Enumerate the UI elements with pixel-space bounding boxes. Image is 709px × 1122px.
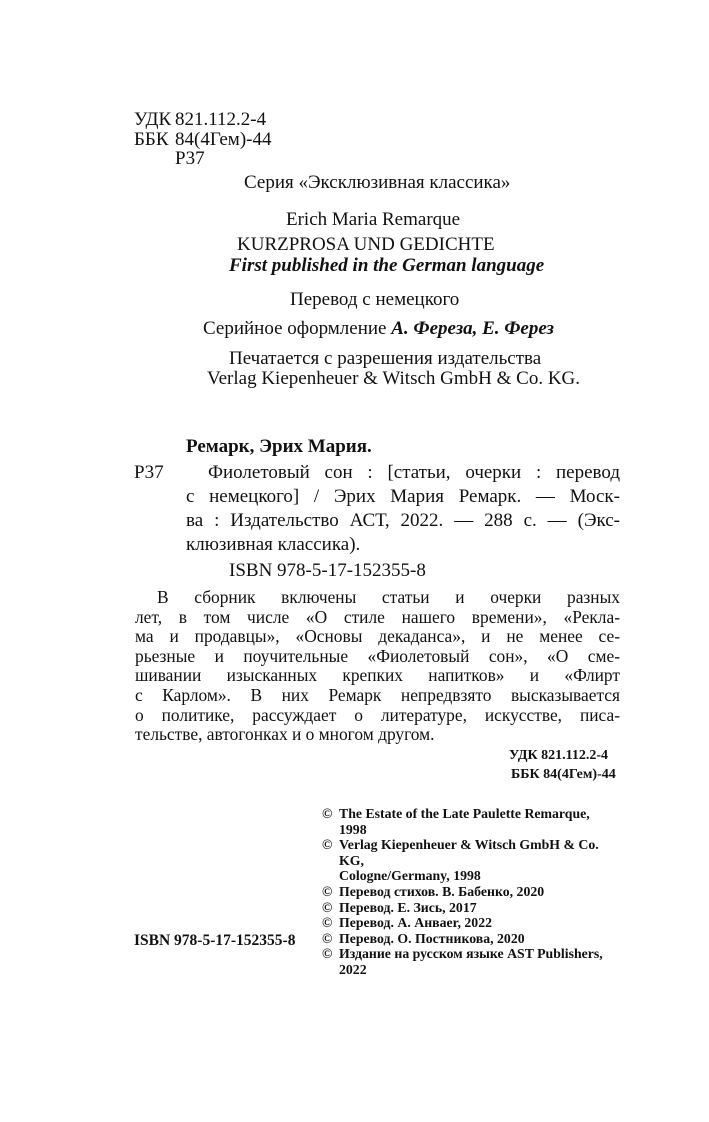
copyright-text: The Estate of the Late Paulette Remarque, 1998 xyxy=(339,806,590,837)
original-title: KURZPROSA UND GEDICHTE xyxy=(237,234,495,255)
copyright-icon: © xyxy=(322,915,333,931)
isbn-bottom: ISBN 978-5-17-152355-8 xyxy=(134,932,296,949)
copyright-text: Перевод. Е. Зись, 2017 xyxy=(339,899,477,915)
catalog-line: Фиолетовый сон : [статьи, очерки : перевод xyxy=(208,462,620,483)
copyright-block xyxy=(322,806,622,978)
annotation-line: лет, в том числе «О стиле нашего времени», «Рекла- xyxy=(135,606,620,627)
annotation-line: шивании изысканных крепких напитков» и «Флирт xyxy=(135,665,620,686)
bbk-value: 84(4Гем)-44 xyxy=(175,129,272,150)
catalog-heading: Ремарк, Эрих Мария. xyxy=(186,436,372,457)
copyright-item xyxy=(322,915,622,931)
annotation-line: с Карлом». В них Ремарк непредвзято высказывается xyxy=(135,684,620,705)
annotation-line: ма и продавцы», «Основы декаданса», и не менее се- xyxy=(135,626,620,647)
copyright-icon: © xyxy=(322,946,333,962)
catalog-mark: Р37 xyxy=(134,462,164,483)
copyright-icon: © xyxy=(322,883,333,899)
catalog-body xyxy=(208,461,620,485)
design-names: А. Фереза, Е. Ферез xyxy=(391,318,554,339)
design-line xyxy=(203,318,554,339)
permission-line-2: Verlag Kiepenheuer & Witsch GmbH & Co. KG. xyxy=(207,368,581,389)
annotation-line: В сборник включены статьи и очерки разных xyxy=(157,587,620,607)
copyright-item xyxy=(322,837,622,884)
copyright-icon: © xyxy=(322,899,333,915)
copyright-text: Verlag Kiepenheuer & Witsch GmbH & Co. KG, Cologne/Germany, 1998 xyxy=(339,837,599,884)
udk-value: 821.112.2-4 xyxy=(175,109,267,130)
annotation-line: о политике, рассуждает о литературе, искусстве, писа- xyxy=(135,704,620,725)
author-mark: Р37 xyxy=(175,148,205,169)
copyright-item xyxy=(322,806,622,837)
bbk-label: ББК xyxy=(134,129,169,150)
copyright-text: Перевод. О. Постникова, 2020 xyxy=(339,930,525,946)
copyright-item xyxy=(322,884,622,900)
annotation-udk: УДК 821.112.2-4 xyxy=(509,748,609,763)
first-published-line: First published in the German language xyxy=(229,255,545,276)
catalog-line: с немецкого] / Эрих Мария Ремарк. — Моск- xyxy=(186,486,620,507)
design-prefix: Серийное оформление xyxy=(203,318,392,339)
copyright-item xyxy=(322,900,622,916)
copyright-item xyxy=(322,931,622,947)
copyright-icon: © xyxy=(322,806,333,821)
series-line: Серия «Эксклюзивная классика» xyxy=(244,172,511,193)
catalog-isbn: ISBN 978-5-17-152355-8 xyxy=(229,560,426,581)
catalog-line: ва : Издательство АСТ, 2022. — 288 с. — (Экс- xyxy=(186,510,620,531)
copyright-text: Издание на русском языке AST Publishers, 2022 xyxy=(339,946,603,977)
copyright-icon: © xyxy=(322,930,333,946)
catalog-body-cont xyxy=(186,485,620,557)
copyright-item xyxy=(322,946,622,977)
copyright-text: Перевод. А. Анвaer, 2022 xyxy=(339,915,492,931)
annotation-bbk: ББК 84(4Гем)-44 xyxy=(511,767,616,782)
catalog-line: клюзивная классика). xyxy=(186,534,361,555)
copyright-icon: © xyxy=(322,837,333,853)
original-author: Erich Maria Remarque xyxy=(286,209,461,230)
udk-label: УДК xyxy=(134,109,172,130)
annotation-line: рьезные и поучительные «Фиолетовый сон», «О сме- xyxy=(135,645,620,666)
annotation-line: тельстве, автогонках и о многом другом. xyxy=(135,724,435,745)
permission-line-1: Печатается с разрешения издательства xyxy=(229,348,542,369)
annotation xyxy=(135,588,620,745)
translation-line: Перевод с немецкого xyxy=(290,289,460,310)
copyright-text: Перевод стихов. В. Бабенко, 2020 xyxy=(339,883,545,899)
